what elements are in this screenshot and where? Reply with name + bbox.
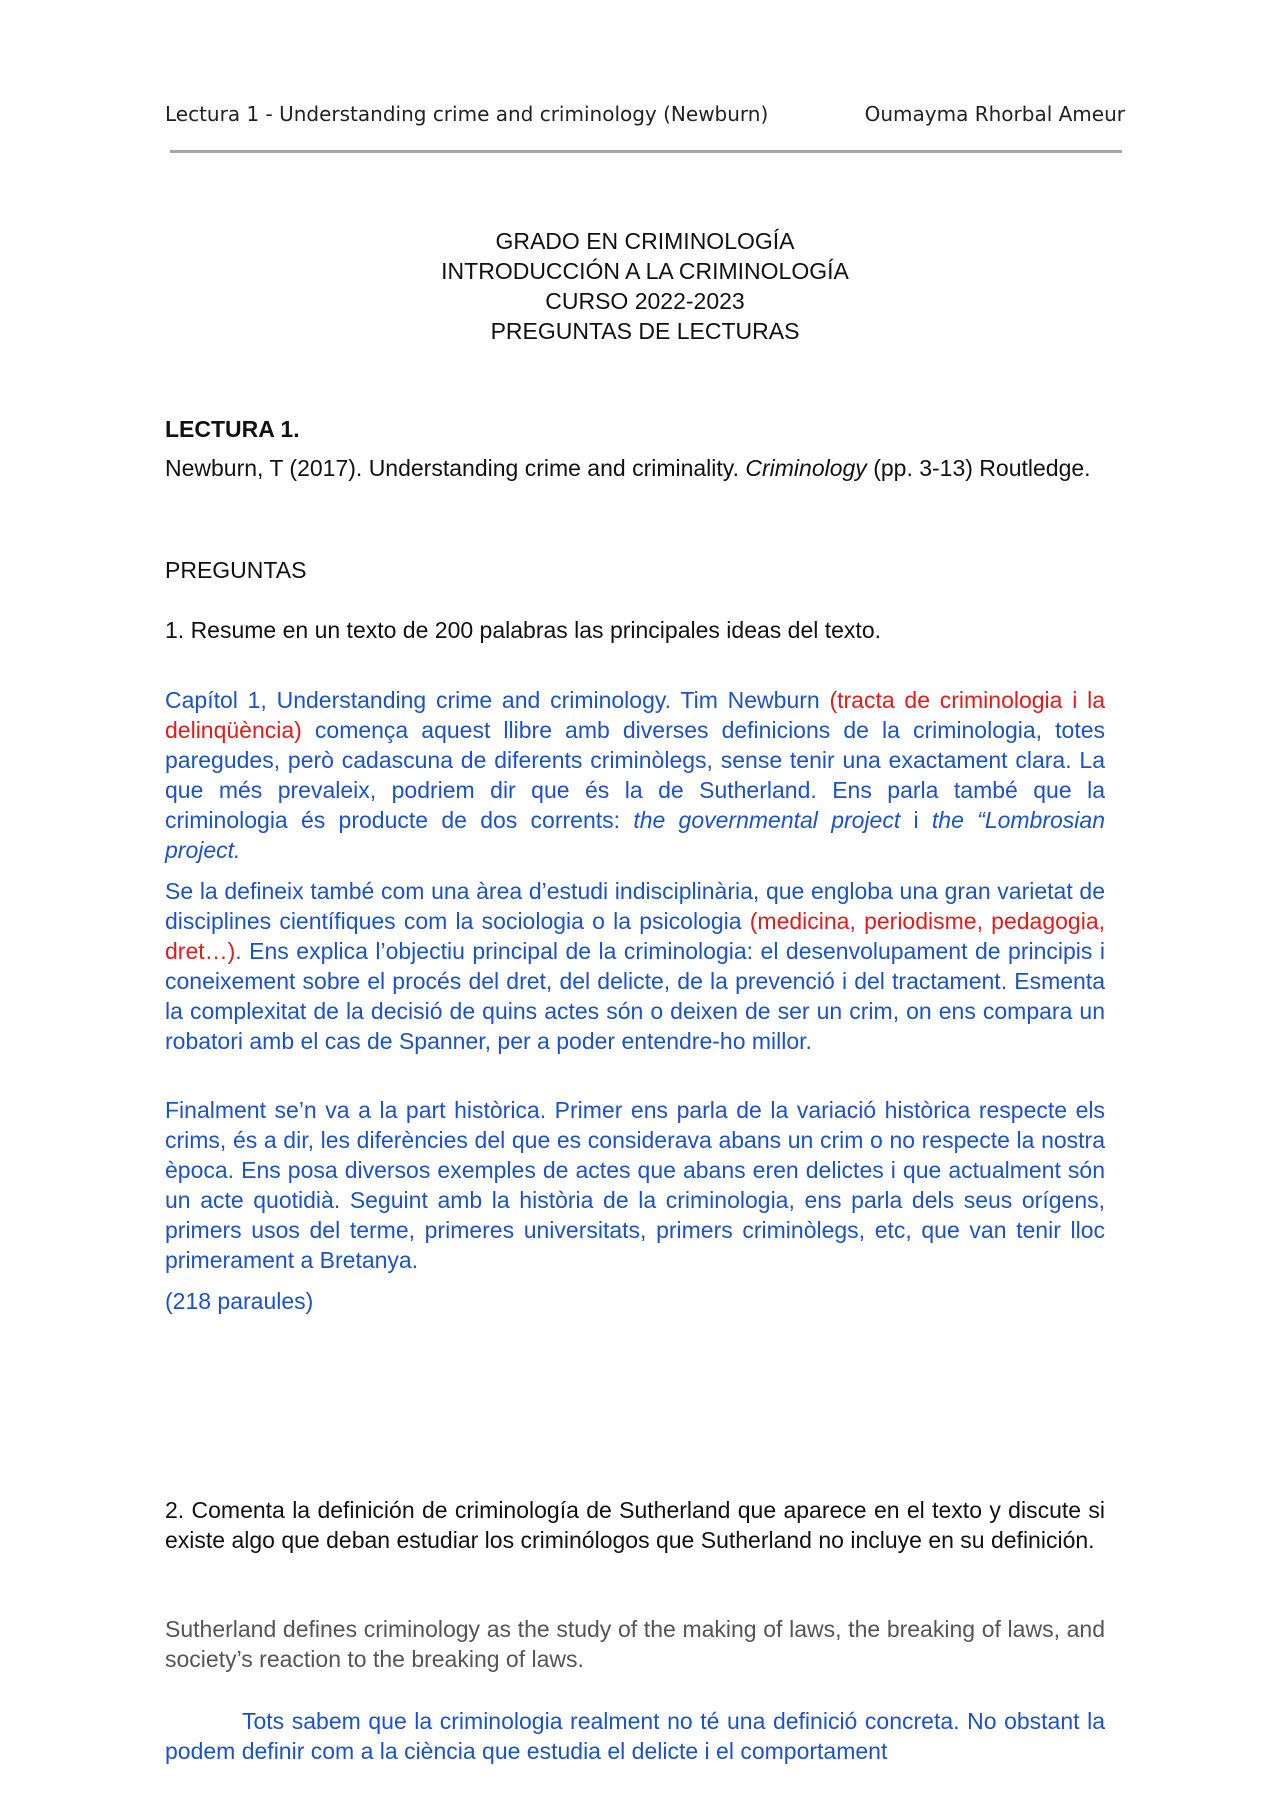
title-line: INTRODUCCIÓN A LA CRIMINOLOGÍA	[441, 258, 849, 284]
header-divider	[170, 150, 1122, 153]
lectura-heading: LECTURA 1.	[165, 416, 300, 442]
annotation-red: (medicina, periodisme, pedagogia, dret…)	[165, 908, 1105, 964]
answer-italic: the “Lombrosian project.	[165, 807, 1105, 863]
word-count: (218 paraules)	[165, 1288, 314, 1314]
title-line: PREGUNTAS DE LECTURAS	[490, 318, 800, 344]
sutherland-quote: Sutherland defines criminology as the study of the making of laws, the breaking of laws, and society’s reaction to the breaking of laws.	[165, 1616, 1105, 1672]
answer-text: i	[900, 807, 932, 833]
answer-text: Capítol 1, Understanding crime and criminology. Tim Newburn	[165, 687, 830, 713]
reference-book: Criminology	[745, 455, 867, 481]
preguntas-label: PREGUNTAS	[165, 557, 307, 583]
reference	[165, 453, 1105, 483]
answer-1-paragraph-2	[165, 876, 1105, 1056]
header-left: Lectura 1 - Understanding crime and criminology (Newburn)	[165, 102, 769, 126]
document-titles	[165, 226, 1125, 346]
question-2: 2. Comenta la definición de criminología de Sutherland que aparece en el texto y discute si existe algo que deban estudiar los criminólogos que Sutherland no incluye en su definición.	[165, 1497, 1105, 1553]
answer-1-paragraph-3: Finalment se’n va a la part històrica. Primer ens parla de la variació històrica respecte els crims, és a dir, les diferències del que es considerava abans un crim o no respecte la nostra època. Ens posa diversos exemples de actes que abans eren delictes i que actualment són un acte quotidià. Seguint amb la història de la criminologia, ens parla dels seus orígens, primers usos del terme, primeres universitats, primers criminòlegs, etc, que van tenir lloc primerament a Bretanya.	[165, 1097, 1105, 1273]
header-right: Oumayma Rhorbal Ameur	[864, 102, 1125, 126]
answer-text: Se la defineix també com una àrea d’estudi indisciplinària, que engloba una gran varietat de disciplines científiques com la sociologia o la psicologia	[165, 878, 1105, 934]
answer-1-paragraph-1	[165, 685, 1105, 865]
answer-text: comença aquest llibre amb diverses definicions de la criminologia, totes paregudes, però cadascuna de diferents criminòlegs, sense tenir una exactament clara. La que més prevaleix, podriem dir que és la de Sutherland. Ens parla també que la criminologia és producte de dos corrents:	[165, 717, 1105, 833]
reference-pages: (pp. 3-13) Routledge.	[866, 455, 1091, 481]
annotation-red: (tracta de criminologia i la delinqüència)	[165, 687, 1105, 743]
question-1: 1. Resume en un texto de 200 palabras las principales ideas del texto.	[165, 617, 881, 643]
title-line: GRADO EN CRIMINOLOGÍA	[495, 228, 795, 254]
answer-text: . Ens explica l’objectiu principal de la criminologia: el desenvolupament de principis i coneixement sobre el procés del dret, del delicte, de la prevenció i del tractament. Esmenta la complexitat de la decisió de quins actes són o deixen de ser un crim, on ens compara un robatori amb el cas de Spanner, per a poder entendre-ho millor.	[165, 938, 1105, 1054]
answer-2-start: Tots sabem que la criminologia realment no té una definició concreta. No obstant la podem definir com a la ciència que estudia el delicte i el comportament	[165, 1708, 1105, 1764]
reference-text: Newburn, T (2017). Understanding crime and criminality.	[165, 455, 746, 481]
answer-italic: the governmental project	[633, 807, 901, 833]
title-line: CURSO 2022-2023	[545, 288, 745, 314]
